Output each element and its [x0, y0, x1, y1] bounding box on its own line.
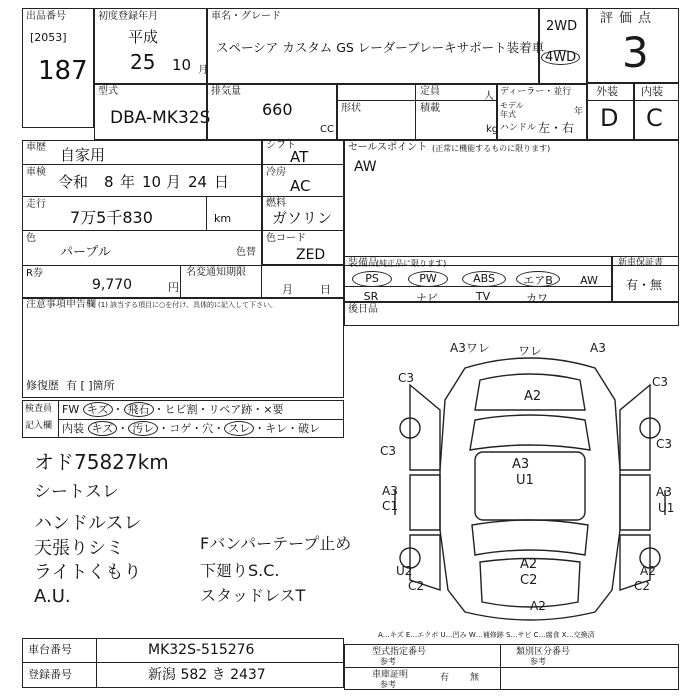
color-label: 色: [26, 233, 36, 244]
model-year-unit: 年: [574, 107, 584, 117]
inspection-year: 8: [104, 173, 114, 191]
damage-mark-1: A3ワレ: [450, 341, 490, 355]
model-code-value: DBA-MK32S: [110, 108, 211, 128]
form-a: 型式指定番号: [372, 647, 427, 657]
shift-label: シフト: [266, 140, 296, 151]
fuel-label: 燃料: [266, 198, 286, 209]
form-c: 車庫証明: [372, 670, 409, 680]
sales-point-box: [344, 140, 679, 266]
inspection-month: 10: [142, 173, 162, 191]
inspection-day: 24: [188, 173, 208, 191]
repair-value: 有 [ ]箇所: [66, 379, 115, 392]
damage-mark-6: C3: [652, 375, 669, 389]
handle-value: 左・右: [538, 121, 575, 135]
handle-label: ハンドル: [500, 123, 537, 133]
load-label: 積載: [420, 103, 440, 114]
equipment-navi: ナビ: [416, 292, 438, 305]
damage-legend: A…キズ E…エクボ U…凹み W…補修跡 S…サビ C…腐食 X…交換済: [378, 631, 595, 639]
inspector-label1: 検査員: [25, 404, 53, 414]
damage-mark-5: C3: [398, 371, 415, 385]
capacity-label: 定員: [420, 86, 440, 97]
registration-era: 平成: [128, 28, 159, 46]
sales-point-value: AW: [354, 159, 377, 175]
car-right-front-fender: [620, 385, 650, 470]
recycle-label: R券: [26, 268, 43, 279]
spec-box: [337, 84, 497, 140]
model-year-label2: 年式: [500, 110, 516, 119]
notice-date-label: 名変通知期限: [186, 267, 246, 278]
registration-label: 初度登録年月: [98, 11, 158, 22]
spec-vdivider: [415, 84, 416, 140]
inspector-label2: 記入欄: [25, 421, 53, 431]
displacement-unit: CC: [320, 124, 334, 135]
sales-point-label: セールスポイント: [348, 142, 428, 153]
insp-fw-chip: 飛石: [124, 402, 154, 417]
capacity-unit: 人: [484, 91, 494, 102]
recycle-unit: 円: [168, 281, 179, 294]
repair-label: 修復歴: [26, 379, 59, 392]
model-year-label1: モデル: [500, 101, 524, 110]
notes-label: 注意事項申告欄: [26, 299, 96, 310]
aircon-value: AC: [290, 177, 311, 195]
chassis-label: 車台番号: [28, 643, 72, 656]
shape-label: 形状: [341, 103, 361, 114]
notes-sub: (1) 該当する項目に○を付け、具体的に記入して下さい。: [98, 301, 277, 309]
fuel-value: ガソリン: [272, 209, 333, 227]
note-au: A.U.: [34, 586, 71, 607]
car-windshield: [470, 415, 590, 450]
score-divider2: [587, 100, 679, 101]
note-bumper: Fバンパーテープ止め: [200, 534, 352, 553]
damage-mark-12: C1: [382, 499, 399, 513]
damage-mark-2: ワレ: [518, 344, 543, 358]
lot-sub: [2053]: [30, 31, 67, 44]
color-sub-label: 色替: [236, 247, 256, 258]
car-left-front-fender: [410, 385, 440, 470]
damage-mark-20: C2: [634, 579, 651, 593]
chassis-value: MK32S-515276: [148, 642, 255, 658]
damage-mark-11: A3: [382, 484, 398, 498]
equipment-aw: AW: [580, 274, 598, 287]
score-int-value: C: [646, 104, 663, 132]
registration-month-unit: 月: [198, 65, 208, 76]
mileage-label: 走行: [26, 199, 46, 210]
insp-int: 内装: [62, 422, 84, 435]
score-value: 3: [622, 28, 649, 77]
damage-mark-21: A2: [530, 599, 546, 613]
model-name-label: 車名・グレード: [211, 11, 281, 22]
note-seat: シートスレ: [34, 482, 119, 502]
form-b: 類別区分番号: [516, 647, 571, 657]
damage-mark-10: U1: [516, 473, 534, 488]
equipment-leather: カワ: [526, 292, 548, 305]
damage-mark-18: C2: [520, 573, 538, 588]
inspection-label: 車検: [26, 167, 46, 178]
inspection-month-unit: 月: [166, 173, 182, 191]
car-left-doors: [410, 475, 440, 530]
score-int-label: 内装: [641, 85, 663, 98]
score-ext-label: 外装: [596, 85, 618, 98]
equipment-airbag: エアB: [516, 271, 560, 287]
registration-month: 10: [172, 56, 192, 74]
score-ext-value: D: [600, 104, 619, 132]
insp-int-dirt: 汚レ: [128, 421, 158, 436]
note-light: ライトくもり: [34, 562, 142, 583]
insp-int-wear: スレ: [224, 421, 254, 436]
aircon-label: 冷房: [266, 167, 286, 178]
equipment-ps: PS: [352, 271, 392, 287]
inspection-era: 令和: [58, 173, 89, 191]
plate-label: 登録番号: [28, 668, 72, 681]
form-f: 無: [470, 673, 480, 683]
equipment-label: 装備品: [348, 258, 378, 269]
mileage-unit: km: [214, 212, 232, 225]
equipment-sr: SR: [363, 290, 379, 303]
insp-int-scratch: キズ: [88, 421, 118, 436]
load-unit: kg: [486, 124, 499, 135]
rear-seat-box: [344, 302, 679, 326]
notice-day: 日: [320, 283, 331, 296]
lot-number: 187: [38, 56, 88, 86]
damage-mark-19: A2: [640, 564, 656, 578]
form-d: 参考: [380, 657, 396, 666]
drive-4wd: 4WD: [541, 50, 580, 65]
damage-mark-8: C3: [656, 437, 673, 451]
usage-value: 自家用: [60, 146, 106, 164]
damage-mark-3: A3: [590, 341, 606, 355]
note-ceiling: 天張りシミ: [34, 538, 124, 559]
color-value: パープル: [60, 245, 111, 260]
form-e: 有: [440, 673, 450, 683]
form-g: 参考: [530, 657, 546, 666]
spec-divider: [337, 100, 497, 101]
damage-mark-4: A2: [524, 389, 542, 404]
rear-seat-label: 後日品: [348, 304, 378, 315]
displacement-value: 660: [262, 100, 293, 119]
usage-label: 車歴: [26, 142, 46, 153]
model-name-value: スペーシア カスタム GS レーダーブレーキサポート装着車: [216, 40, 545, 55]
car-right-doors: [620, 475, 650, 530]
equipment-abs: ABS: [462, 271, 506, 287]
note-underbody: 下廻りS.C.: [200, 561, 280, 580]
color-code-label: 色コード: [266, 233, 306, 244]
damage-mark-15: U2: [396, 564, 413, 578]
damage-mark-17: A2: [520, 557, 538, 572]
notice-month: 月: [282, 283, 293, 296]
equipment-tv: TV: [475, 290, 491, 303]
note-handle: ハンドルスレ: [34, 513, 142, 534]
lot-label: 出品番号: [26, 11, 66, 22]
damage-mark-9: A3: [512, 457, 530, 472]
recycle-value: 9,770: [92, 277, 133, 293]
damage-mark-16: C2: [408, 579, 425, 593]
displacement-label: 排気量: [211, 86, 241, 97]
warranty-value: 有・無: [626, 278, 663, 292]
car-rear-window: [472, 520, 588, 555]
mileage-value: 7万5千830: [70, 208, 153, 227]
insp-fw: FW: [62, 403, 80, 416]
warranty-label: 新車保証書: [618, 258, 664, 268]
insp-fw-scratch: キズ: [83, 402, 113, 417]
note-odo: オド75827km: [34, 450, 169, 474]
color-code-value: ZED: [296, 247, 326, 263]
equipment-pw: PW: [408, 271, 448, 287]
plate-value: 新潟 582 き 2437: [148, 667, 266, 683]
registration-year: 25: [130, 50, 156, 74]
score-label: 評価点: [600, 11, 658, 26]
inspection-year-unit: 年: [120, 173, 136, 191]
dealer-label: ディーラー・並行: [500, 87, 572, 97]
score-vdivider: [633, 82, 635, 140]
damage-mark-7: C3: [380, 444, 397, 458]
form-h: 参考: [380, 680, 396, 689]
equipment-sub: (純正品に限ります): [376, 259, 447, 268]
damage-mark-14: U1: [658, 501, 675, 515]
drive-2wd: 2WD: [546, 19, 578, 34]
note-studless: スタッドレスT: [200, 586, 306, 605]
model-code-label: 型式: [98, 86, 118, 97]
sales-point-sub: (正常に機能するものに限ります): [432, 144, 551, 153]
shift-value: AT: [290, 148, 309, 166]
damage-mark-13: A3: [656, 485, 672, 499]
inspection-day-unit: 日: [214, 173, 230, 191]
